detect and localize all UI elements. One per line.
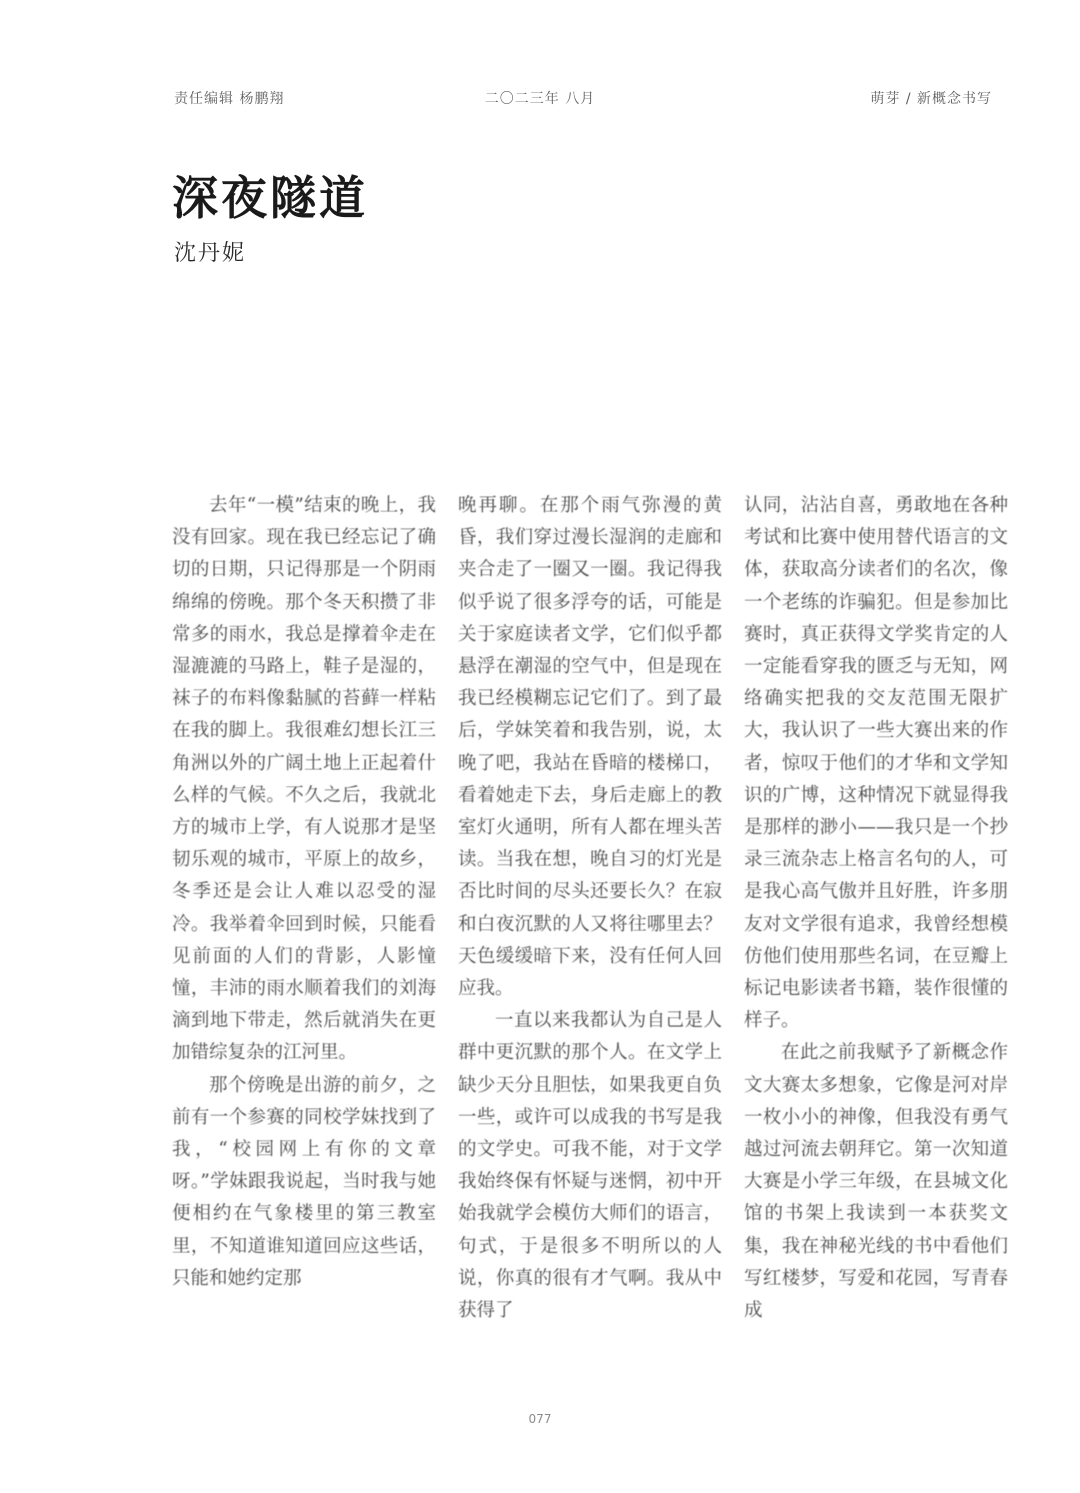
body-column-1 bbox=[172, 490, 436, 1380]
body-paragraph: 那个傍晚是出游的前夕，之前有一个参赛的同校学妹找到了我，“校园网上有你的文章呀。”学妹跟我说起，当时我与她便相约在气象楼里的第三教室里，不知道谁知道回应这些话，只能和她约定那 bbox=[172, 1074, 436, 1289]
header-editor: 责任编辑 杨鹏翔 bbox=[174, 91, 285, 107]
body-paragraph: 认同，沾沾自喜，勇敢地在各种考试和比赛中使用替代语言的文体，获取高分读者们的名次，像一个老练的诈骗犯。但是参加比赛时，真正获得文学奖肯定的人一定能看穿我的匮乏与无知，网络确实把我的交友范围无限扩大，我认识了一些大赛出来的作者，惊叹于他们的才华和文学知识的广博，这种情况下就显得我是那样的渺小——我只是一个抄录三流杂志上格言名句的人，可是我心高气傲并且好胜，许多朋友对文学很有追求，我曾经想模仿他们使用那些名词，在豆瓣上标记电影读者书籍，装作很懂的样子。 bbox=[744, 495, 1008, 1032]
page-number: 077 bbox=[528, 1412, 552, 1426]
body-column-2 bbox=[458, 490, 722, 1380]
body-paragraph: 去年“一模”结束的晚上，我没有回家。现在我已经忘记了确切的日期，只记得那是一个阴雨绵绵的傍晚。那个冬天积攒了非常多的雨水，我总是撑着伞走在湿漉漉的马路上，鞋子是湿的，袜子的布料像黏腻的苔藓一样粘在我的脚上。我很难幻想长江三角洲以外的广阔土地上正起着什么样的气候。不久之后，我就北方的城市上学，有人说那才是坚韧乐观的城市，平原上的故乡，冬季还是会让人难以忍受的湿冷。我举着伞回到时候，只能看见前面的人们的背影，人影憧憧，丰沛的雨水顺着我们的刘海滴到地下带走，然后就消失在更加错综复杂的江河里。 bbox=[172, 495, 436, 1064]
header-magazine: 萌芽 / 新概念书写 bbox=[870, 91, 992, 107]
body-column-3 bbox=[744, 490, 1008, 1380]
body-paragraph: 一直以来我都认为自己是人群中更沉默的那个人。在文学上缺少天分且胆怯，如果我更自负一些，或许可以成我的书写是我的文学史。可我不能，对于文学我始终保有怀疑与迷惘，初中开始我就学会模仿大师们的语言，句式，于是很多不明所以的人说，你真的很有才气啊。我从中获得了 bbox=[458, 1010, 722, 1322]
article-title: 深夜隧道 bbox=[172, 171, 368, 225]
body-paragraph: 晚再聊。在那个雨气弥漫的黄昏，我们穿过漫长湿润的走廊和夹合走了一圈又一圈。我记得我似乎说了很多浮夸的话，可能是关于家庭读者文学，它们似乎都悬浮在潮湿的空气中，但是现在我已经模糊忘记它们了。到了最后，学妹笑着和我告别，说，太晚了吧，我站在昏暗的楼梯口，看着她走下去，身后走廊上的教室灯火通明，所有人都在埋头苦读。当我在想，晚自习的灯光是否比时间的尽头还要长久？在寂和白夜沉默的人又将往哪里去？天色缓缓暗下来，没有任何人回应我。 bbox=[458, 495, 722, 1000]
article-author: 沈丹妮 bbox=[174, 241, 247, 266]
header-date: 二〇二三年 八月 bbox=[484, 91, 596, 107]
body-paragraph: 在此之前我赋予了新概念作文大赛太多想象，它像是河对岸一枚小小的神像，但我没有勇气越过河流去朝拜它。第一次知道大赛是小学三年级，在县城文化馆的书架上我读到一本获奖文集，我在神秘光线的书中看他们写红楼梦，写爱和花园，写青春成 bbox=[744, 1042, 1008, 1322]
